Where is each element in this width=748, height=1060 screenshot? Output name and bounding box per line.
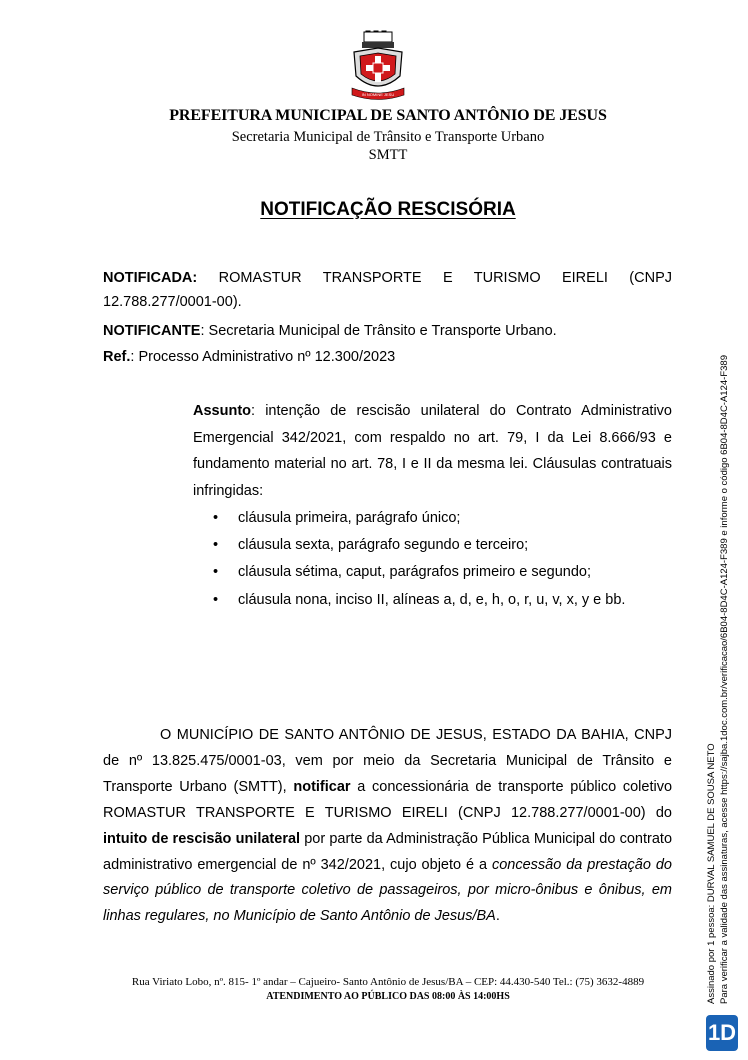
list-item: • cláusula sexta, parágrafo segundo e terceiro; (213, 537, 529, 553)
ref-label: Ref. (103, 349, 131, 365)
notificante-line (103, 319, 672, 343)
body-text-2: a concessionária de transporte público coletivo ROMASTUR TRANSPORTE E TURISMO EIRELI (CNPJ 12.788.277/0001-00) do (103, 778, 673, 821)
notificante-label: NOTIFICANTE (103, 323, 201, 339)
department-acronym: SMTT (368, 147, 408, 163)
bullet-text: cláusula primeira, parágrafo único; (238, 510, 461, 526)
footer-hours: ATENDIMENTO AO PÚBLICO DAS 08:00 ÀS 14:00HS (266, 991, 510, 1002)
ref-value: : Processo Administrativo nº 12.300/2023 (130, 349, 396, 365)
list-item: • cláusula primeira, parágrafo único; (213, 510, 461, 526)
organization-name: PREFEITURA MUNICIPAL DE SANTO ANTÔNIO DE JESUS (169, 107, 607, 124)
body-paragraph (103, 723, 672, 930)
crest-motto: IN NOMINE JESU (361, 92, 395, 97)
document-title: NOTIFICAÇÃO RESCISÓRIA (260, 199, 516, 220)
body-text-end: . (495, 908, 500, 925)
1doc-logo-icon: 1D (706, 1015, 738, 1051)
body-bold-intuito: intuito de rescisão unilateral (103, 830, 301, 847)
signature-signer-text: Assinado por 1 pessoa: DURVAL SAMUEL DE SOUSA NETO (706, 743, 717, 1004)
body-italic-objeto: concessão da prestação do serviço público de transporte coletivo de passageiros, por micro-ônibus e ônibus, em linhas regulares, no Município de Santo Antônio de Jesus/BA (103, 856, 672, 925)
notificada-line-1 (103, 266, 672, 290)
notificada-value: ROMASTUR TRANSPORTE E TURISMO EIRELI (CNPJ (197, 270, 672, 286)
body-text-1: O MUNICÍPIO DE SANTO ANTÔNIO DE JESUS, ESTADO DA BAHIA, CNPJ de nº 13.825.475/0001-03, vem por meio da Secretaria Municipal de Trânsito e Transporte Urbano (SMTT), (103, 727, 672, 795)
department-name: Secretaria Municipal de Trânsito e Transporte Urbano (231, 129, 545, 145)
bullet-text: cláusula sexta, parágrafo segundo e terceiro; (238, 537, 529, 553)
body-text-3: por parte da Administração Pública Municipal do contrato administrativo emergencial de nº 342/2021, cujo objeto é a (103, 830, 673, 873)
footer-address: Rua Viriato Lobo, nº. 815- 1º andar – Cajueiro- Santo Antônio de Jesus/BA – CEP: 44.430-540 Tel.: (75) 3632-4889 (131, 976, 645, 988)
notificante-value: : Secretaria Municipal de Trânsito e Transporte Urbano. (200, 323, 557, 339)
assunto-paragraph (193, 398, 672, 504)
ref-line (103, 345, 672, 369)
list-item: • cláusula sétima, caput, parágrafos primeiro e segundo; (213, 564, 592, 580)
notificada-line-2: 12.788.277/0001-00). (103, 294, 242, 310)
bullet-text: cláusula sétima, caput, parágrafos primeiro e segundo; (238, 564, 592, 580)
bullet-text: cláusula nona, inciso II, alíneas a, d, e, h, o, r, u, v, x, y e bb. (238, 592, 626, 608)
signature-verify-link[interactable]: Para verificar a validade das assinaturas, acesse https://sajba.1doc.com.br/verificacao/6B04-8D4C-A124-F389 e informe o código 6B04-8D4C-A124-F389 (719, 355, 730, 1004)
assunto-text: : intenção de rescisão unilateral do Contrato Administrativo Emergencial 342/2021, com respaldo no art. 79, I da Lei 8.666/93 e fundamento material no art. 78, I e II da mesma lei. Cláusulas contratuais infringidas: (193, 403, 672, 499)
notificada-label: NOTIFICADA: (103, 270, 198, 286)
list-item: • cláusula nona, inciso II, alíneas a, d, e, h, o, r, u, v, x, y e bb. (213, 592, 626, 608)
assunto-label: Assunto (193, 403, 251, 419)
notificada-block (103, 266, 672, 314)
municipal-crest-icon (350, 30, 406, 104)
body-bold-notificar: notificar (293, 778, 351, 795)
